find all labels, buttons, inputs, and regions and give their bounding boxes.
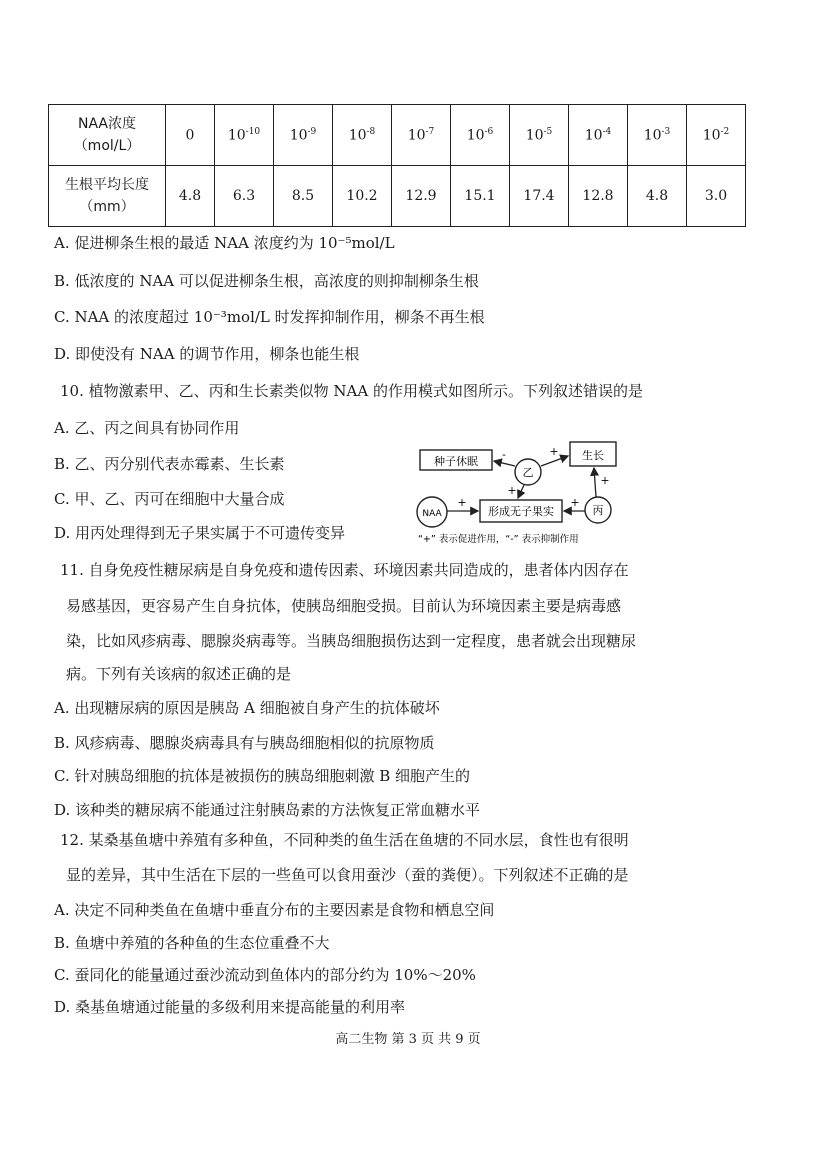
q11-option-a: A. 出现糖尿病的原因是胰岛 A 细胞被自身产生的抗体破坏 <box>54 699 440 717</box>
q11-line-3: 染，比如风疹病毒、腮腺炎病毒等。当胰岛细胞损伤达到一定程度，患者就会出现糖尿 <box>66 632 637 650</box>
q12-line-2: 显的差异，其中生活在下层的一些鱼可以食用蚕沙（蚕的粪便）。下列叙述不正确的是 <box>66 866 629 884</box>
arrow-bing-to-growth <box>594 468 596 497</box>
table-cell: 8.5 <box>274 166 333 227</box>
q11-option-b: B. 风疹病毒、腮腺炎病毒具有与胰岛细胞相似的抗原物质 <box>54 734 435 752</box>
q12-line-1: 12. 某桑基鱼塘中养殖有多种鱼，不同种类的鱼生活在鱼塘的不同水层，食性也有很明 <box>60 831 629 849</box>
seedless-fruit-label: 形成无子果实 <box>488 505 554 518</box>
q10-option-c: C. 甲、乙、丙可在细胞中大量合成 <box>54 490 285 508</box>
q11-line-4: 病。下列有关该病的叙述正确的是 <box>66 665 292 683</box>
table-header-concentration <box>49 105 166 166</box>
q11-option-d: D. 该种类的糖尿病不能通过注射胰岛素的方法恢复正常血糖水平 <box>54 801 481 819</box>
table-cell: 4.8 <box>628 166 687 227</box>
table-cell: $10^{-5}$ <box>510 105 569 166</box>
sign-plus-bing-growth: + <box>600 474 610 487</box>
q9-option-b: B. 低浓度的 NAA 可以促进柳条生根，高浓度的则抑制柳条生根 <box>54 272 479 290</box>
table-cell: 12.9 <box>392 166 451 227</box>
table-cell: 4.8 <box>166 166 215 227</box>
sign-plus-bing: + <box>570 496 580 509</box>
diagram-legend: “+” 表示促进作用，“-” 表示抑制作用 <box>418 534 579 545</box>
hormone-diagram <box>414 438 634 546</box>
naa-data-table <box>48 104 746 227</box>
q12-option-a: A. 决定不同种类鱼在鱼塘中垂直分布的主要因素是食物和栖息空间 <box>54 901 495 919</box>
q9-option-d: D. 即使没有 NAA 的调节作用，柳条也能生根 <box>54 345 360 363</box>
arrow-yi-to-fruit <box>518 485 524 498</box>
header-line: 生根平均长度 <box>65 177 149 193</box>
q10-stem: 10. 植物激素甲、乙、丙和生长素类似物 NAA 的作用模式如图所示。下列叙述错误的是 <box>60 382 643 400</box>
header-line: （mm） <box>79 199 135 215</box>
q10-option-d: D. 用丙处理得到无子果实属于不可遗传变异 <box>54 524 346 542</box>
q9-option-c: C. NAA 的浓度超过 10⁻³mol/L 时发挥抑制作用，柳条不再生根 <box>54 308 485 326</box>
sign-plus-growth: + <box>549 445 559 458</box>
table-row <box>49 105 746 166</box>
table-cell: 0 <box>166 105 215 166</box>
table-cell: $10^{-3}$ <box>628 105 687 166</box>
table-row <box>49 166 746 227</box>
header-line: （mol/L） <box>73 138 141 154</box>
q10-option-b: B. 乙、丙分别代表赤霉素、生长素 <box>54 455 285 473</box>
hormone-bing-label: 丙 <box>592 504 604 517</box>
growth-label: 生长 <box>582 449 604 462</box>
table-cell: $10^{-8}$ <box>333 105 392 166</box>
table-cell: $10^{-4}$ <box>569 105 628 166</box>
q10-option-a: A. 乙、丙之间具有协同作用 <box>54 419 240 437</box>
table-header-length <box>49 166 166 227</box>
seed-dormancy-label: 种子休眠 <box>434 455 478 468</box>
sign-plus-naa: + <box>457 496 467 509</box>
table-cell: $10^{-10}$ <box>215 105 274 166</box>
q11-line-2: 易感基因，更容易产生自身抗体，使胰岛细胞受损。目前认为环境因素主要是病毒感 <box>66 597 622 615</box>
sign-plus-fruit-yi: + <box>507 484 517 497</box>
q9-option-a: A. 促进柳条生根的最适 NAA 浓度约为 10⁻⁵mol/L <box>54 234 395 252</box>
table-cell: $10^{-6}$ <box>451 105 510 166</box>
table-cell: 3.0 <box>687 166 746 227</box>
table-cell: 15.1 <box>451 166 510 227</box>
table-cell: 12.8 <box>569 166 628 227</box>
table-cell: $10^{-2}$ <box>687 105 746 166</box>
q12-option-d: D. 桑基鱼塘通过能量的多级利用来提高能量的利用率 <box>54 998 406 1016</box>
page-footer: 高二生物 第 3 页 共 9 页 <box>335 1032 481 1047</box>
q12-option-b: B. 鱼塘中养殖的各种鱼的生态位重叠不大 <box>54 934 330 952</box>
q11-option-c: C. 针对胰岛细胞的抗体是被损伤的胰岛细胞刺激 B 细胞产生的 <box>54 767 471 785</box>
hormone-yi-label: 乙 <box>522 466 534 479</box>
q11-line-1: 11. 自身免疫性糖尿病是自身免疫和遗传因素、环境因素共同造成的，患者体内因存在 <box>60 561 629 579</box>
arrow-yi-to-seed <box>494 461 515 466</box>
sign-minus-seed: - <box>502 448 506 461</box>
header-line: NAA浓度 <box>77 116 137 132</box>
table-cell: $10^{-9}$ <box>274 105 333 166</box>
q12-option-c: C. 蚕同化的能量通过蚕沙流动到鱼体内的部分约为 10%～20% <box>54 966 476 984</box>
naa-label: NAA <box>422 509 442 519</box>
table-cell: $10^{-7}$ <box>392 105 451 166</box>
table-cell: 6.3 <box>215 166 274 227</box>
table-cell: 10.2 <box>333 166 392 227</box>
table-cell: 17.4 <box>510 166 569 227</box>
